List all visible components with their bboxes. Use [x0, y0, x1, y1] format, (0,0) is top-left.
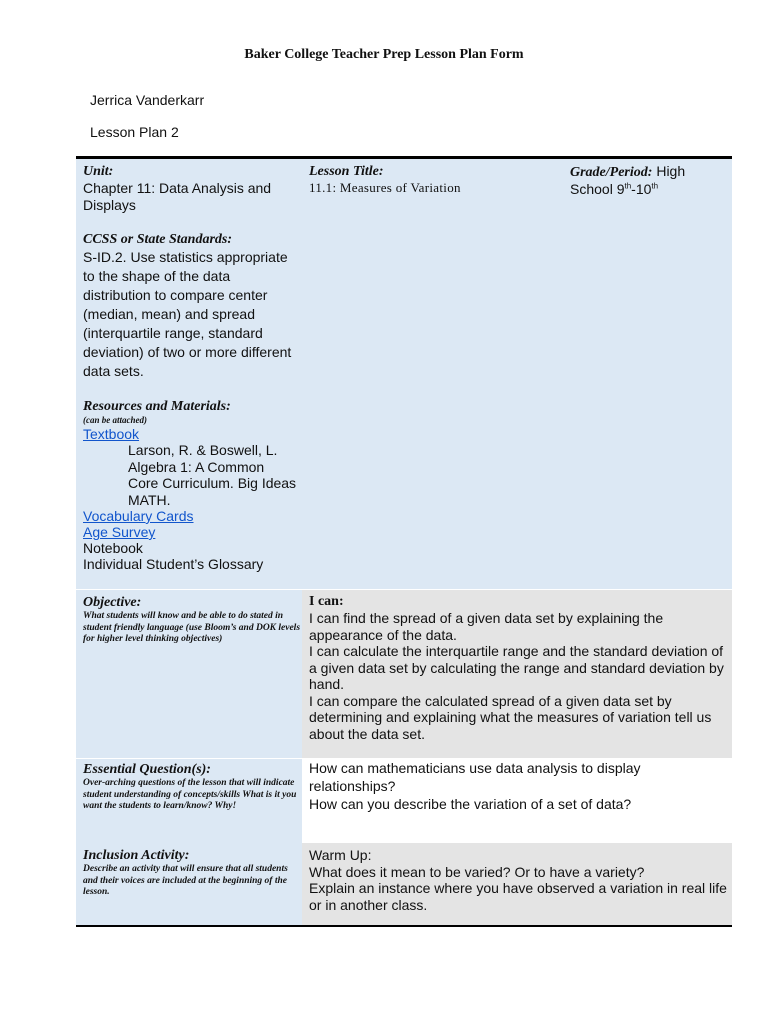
objective-item-2: I can calculate the interquartile range and the standard deviation of a given data set by calculating the range and standard deviation by hand. — [309, 643, 724, 692]
essential-label: Essential Question(s): — [83, 762, 211, 777]
vocabulary-cards-link[interactable]: Vocabulary Cards — [83, 508, 194, 524]
objective-row — [76, 590, 732, 759]
essential-content-cell — [302, 759, 732, 843]
ican-label: I can: — [309, 594, 344, 609]
lesson-plan-number: Lesson Plan 2 — [90, 124, 179, 140]
objective-item-3: I can compare the calculated spread of a given data set by determining and explaining what the measures of variation tell us about the data set. — [309, 692, 712, 742]
essential-question-row — [76, 759, 732, 843]
grade-label: Grade/Period: — [570, 165, 653, 180]
grade-middle: -10 — [631, 181, 652, 197]
inclusion-label: Inclusion Activity: — [83, 848, 190, 863]
resources-label: Resources and Materials: — [83, 399, 231, 414]
inclusion-item-2: Explain an instance where you have observed a variation in real life or in another class. — [309, 880, 727, 913]
objective-label: Objective: — [83, 595, 142, 610]
textbook-citation: Larson, R. & Boswell, L. Algebra 1: A Common Core Curriculum. Big Ideas MATH. — [128, 442, 297, 508]
grade-column — [570, 163, 730, 198]
lesson-title-column — [309, 163, 559, 196]
age-survey-link[interactable]: Age Survey — [83, 524, 156, 540]
objective-content-cell — [302, 590, 732, 758]
warmup-label: Warm Up: — [309, 847, 372, 863]
lesson-plan-table — [76, 156, 732, 927]
lesson-title-value: 11.1: Measures of Variation — [309, 180, 461, 195]
grade-value: High School 9 — [570, 163, 686, 197]
inclusion-label-cell — [76, 843, 302, 925]
grade-sup-1: th — [624, 181, 632, 191]
inclusion-item-1: What does it mean to be varied? Or to have a variety? — [309, 863, 645, 880]
unit-label: Unit: — [83, 164, 114, 179]
inclusion-row — [76, 843, 732, 925]
author-name: Jerrica Vanderkarr — [90, 92, 205, 108]
essential-label-cell — [76, 759, 302, 843]
lesson-title-label: Lesson Title: — [309, 164, 384, 179]
grade-sup-2: th — [651, 181, 659, 191]
standards-value: S-ID.2. Use statistics appropriate to the shape of the data distribution to compare center (median, mean) and spread (interquartile range, standard deviation) of two or more different data sets. — [83, 249, 292, 379]
objective-label-cell — [76, 590, 302, 758]
objective-item-1: I can find the spread of a given data set by explaining the appearance of the data. — [309, 610, 664, 643]
unit-value: Chapter 11: Data Analysis and Displays — [83, 180, 272, 213]
inclusion-content-cell — [302, 843, 732, 925]
essential-item-2: How can you describe the variation of a set of data? — [309, 796, 632, 812]
essential-item-1: How can mathematicians use data analysis to display relationships? — [309, 760, 641, 794]
resources-note: (can be attached) — [83, 415, 147, 425]
document-title: Baker College Teacher Prep Lesson Plan Form — [244, 47, 524, 62]
header-section — [76, 159, 732, 590]
inclusion-note: Describe an activity that will ensure that all students and their voices are included at the beginning of the lesson. — [83, 864, 288, 897]
glossary-item: Individual Student’s Glossary — [83, 556, 264, 572]
unit-column — [83, 163, 298, 572]
standards-label: CCSS or State Standards: — [83, 232, 232, 247]
textbook-link[interactable]: Textbook — [83, 426, 140, 442]
essential-note: Over-arching questions of the lesson that will indicate student understanding of concepts/skills What is it you want the students to learn/know? Why! — [83, 778, 297, 811]
notebook-item: Notebook — [83, 540, 143, 556]
objective-note: What students will know and be able to do stated in student friendly language (use Bloom’s and DOK levels for higher level thinking objectives) — [83, 611, 301, 644]
